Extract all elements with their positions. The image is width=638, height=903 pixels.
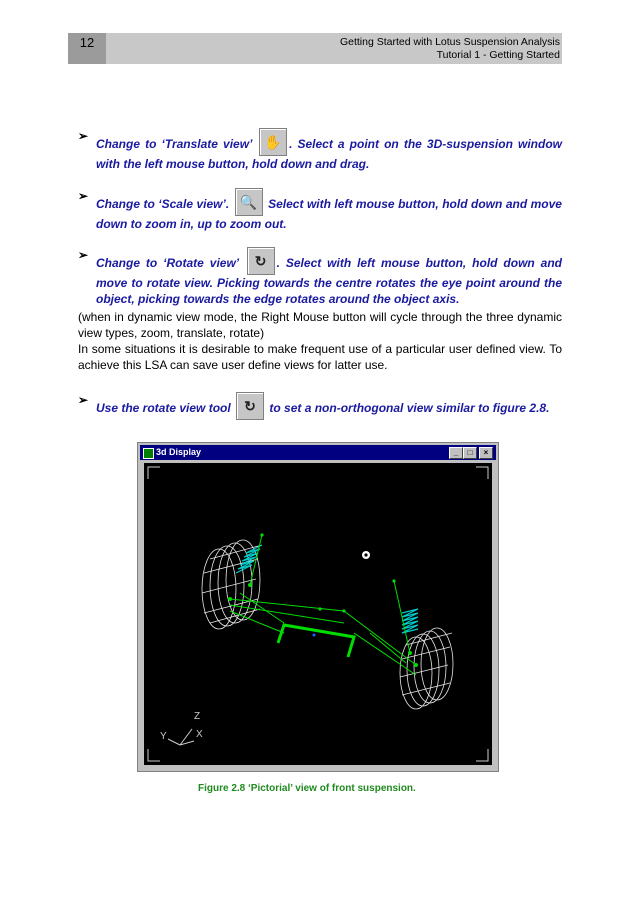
arrow-bullet-icon: ➢ — [78, 129, 89, 143]
arrow-bullet-icon: ➢ — [78, 393, 89, 407]
axis-label-y: Y — [160, 731, 167, 742]
magnifier-icon: 🔍 — [235, 188, 263, 216]
rotate-icon: ↻ — [247, 247, 275, 275]
bullet-translate — [78, 128, 562, 172]
close-icon: × — [479, 447, 493, 459]
maximize-icon: □ — [463, 447, 477, 459]
bullet-rotate — [78, 247, 562, 307]
axis-label-x: X — [196, 729, 203, 740]
paragraph-dynamic-mode: (when in dynamic view mode, the Right Mouse button will cycle through the three dynamic view types, zoom, translate, rotate) — [78, 310, 562, 340]
origin-point — [313, 634, 316, 637]
running-header — [340, 36, 560, 62]
bullet-text: Change to ‘Translate view’ — [96, 137, 252, 151]
bullet-text: to set a non-orthogonal view similar to figure 2.8. — [266, 401, 550, 415]
axis-label-z: Z — [194, 711, 201, 722]
right-wheel — [400, 628, 453, 709]
bullet-text: Change to ‘Rotate view’ — [96, 256, 239, 270]
bullet-text: Change to ‘Scale view’. — [96, 197, 230, 211]
bullet-text: . Select with left mouse button, hold down and move to rotate view. Picking towards the centre rotates the eye point around the object, picking towards the edge rotates around the object axis. — [96, 256, 563, 306]
arrow-bullet-icon: ➢ — [78, 189, 89, 203]
hand-icon: ✋ — [259, 128, 287, 156]
figure-3d-display-window — [137, 442, 499, 772]
suspension-links — [230, 535, 416, 675]
bullet-text: . Select a point on the 3D-suspension window with the left mouse button, hold down and drag. — [96, 137, 562, 171]
bullet-scale — [78, 188, 562, 232]
axis-triad — [168, 729, 194, 745]
3d-viewport — [144, 463, 492, 765]
header-subtitle: Tutorial 1 - Getting Started — [436, 49, 560, 61]
bullet-text: Select with left mouse button, hold down and move down to zoom in, up to zoom out. — [96, 197, 562, 231]
rotate-icon: ↻ — [236, 392, 264, 420]
left-wheel — [202, 540, 262, 629]
minimize-icon: _ — [449, 447, 463, 459]
arrow-bullet-icon: ➢ — [78, 248, 89, 262]
window-title: 3d Display — [156, 447, 202, 457]
subframe — [278, 625, 354, 657]
bullet-text: Use the rotate view tool — [96, 401, 231, 415]
bullet-rotate-tool — [78, 392, 562, 420]
header-title: Getting Started with Lotus Suspension Analysis — [339, 36, 560, 48]
page-number: 12 — [68, 33, 106, 64]
paragraph-user-views: In some situations it is desirable to make frequent use of a particular user defined view. To achieve this LSA can save user define views for latter use. — [78, 342, 562, 372]
figure-caption: Figure 2.8 ‘Pictorial’ view of front suspension. — [198, 783, 416, 794]
window-titlebar — [140, 445, 496, 460]
suspension-wireframe — [144, 463, 492, 765]
app-icon — [143, 448, 154, 459]
